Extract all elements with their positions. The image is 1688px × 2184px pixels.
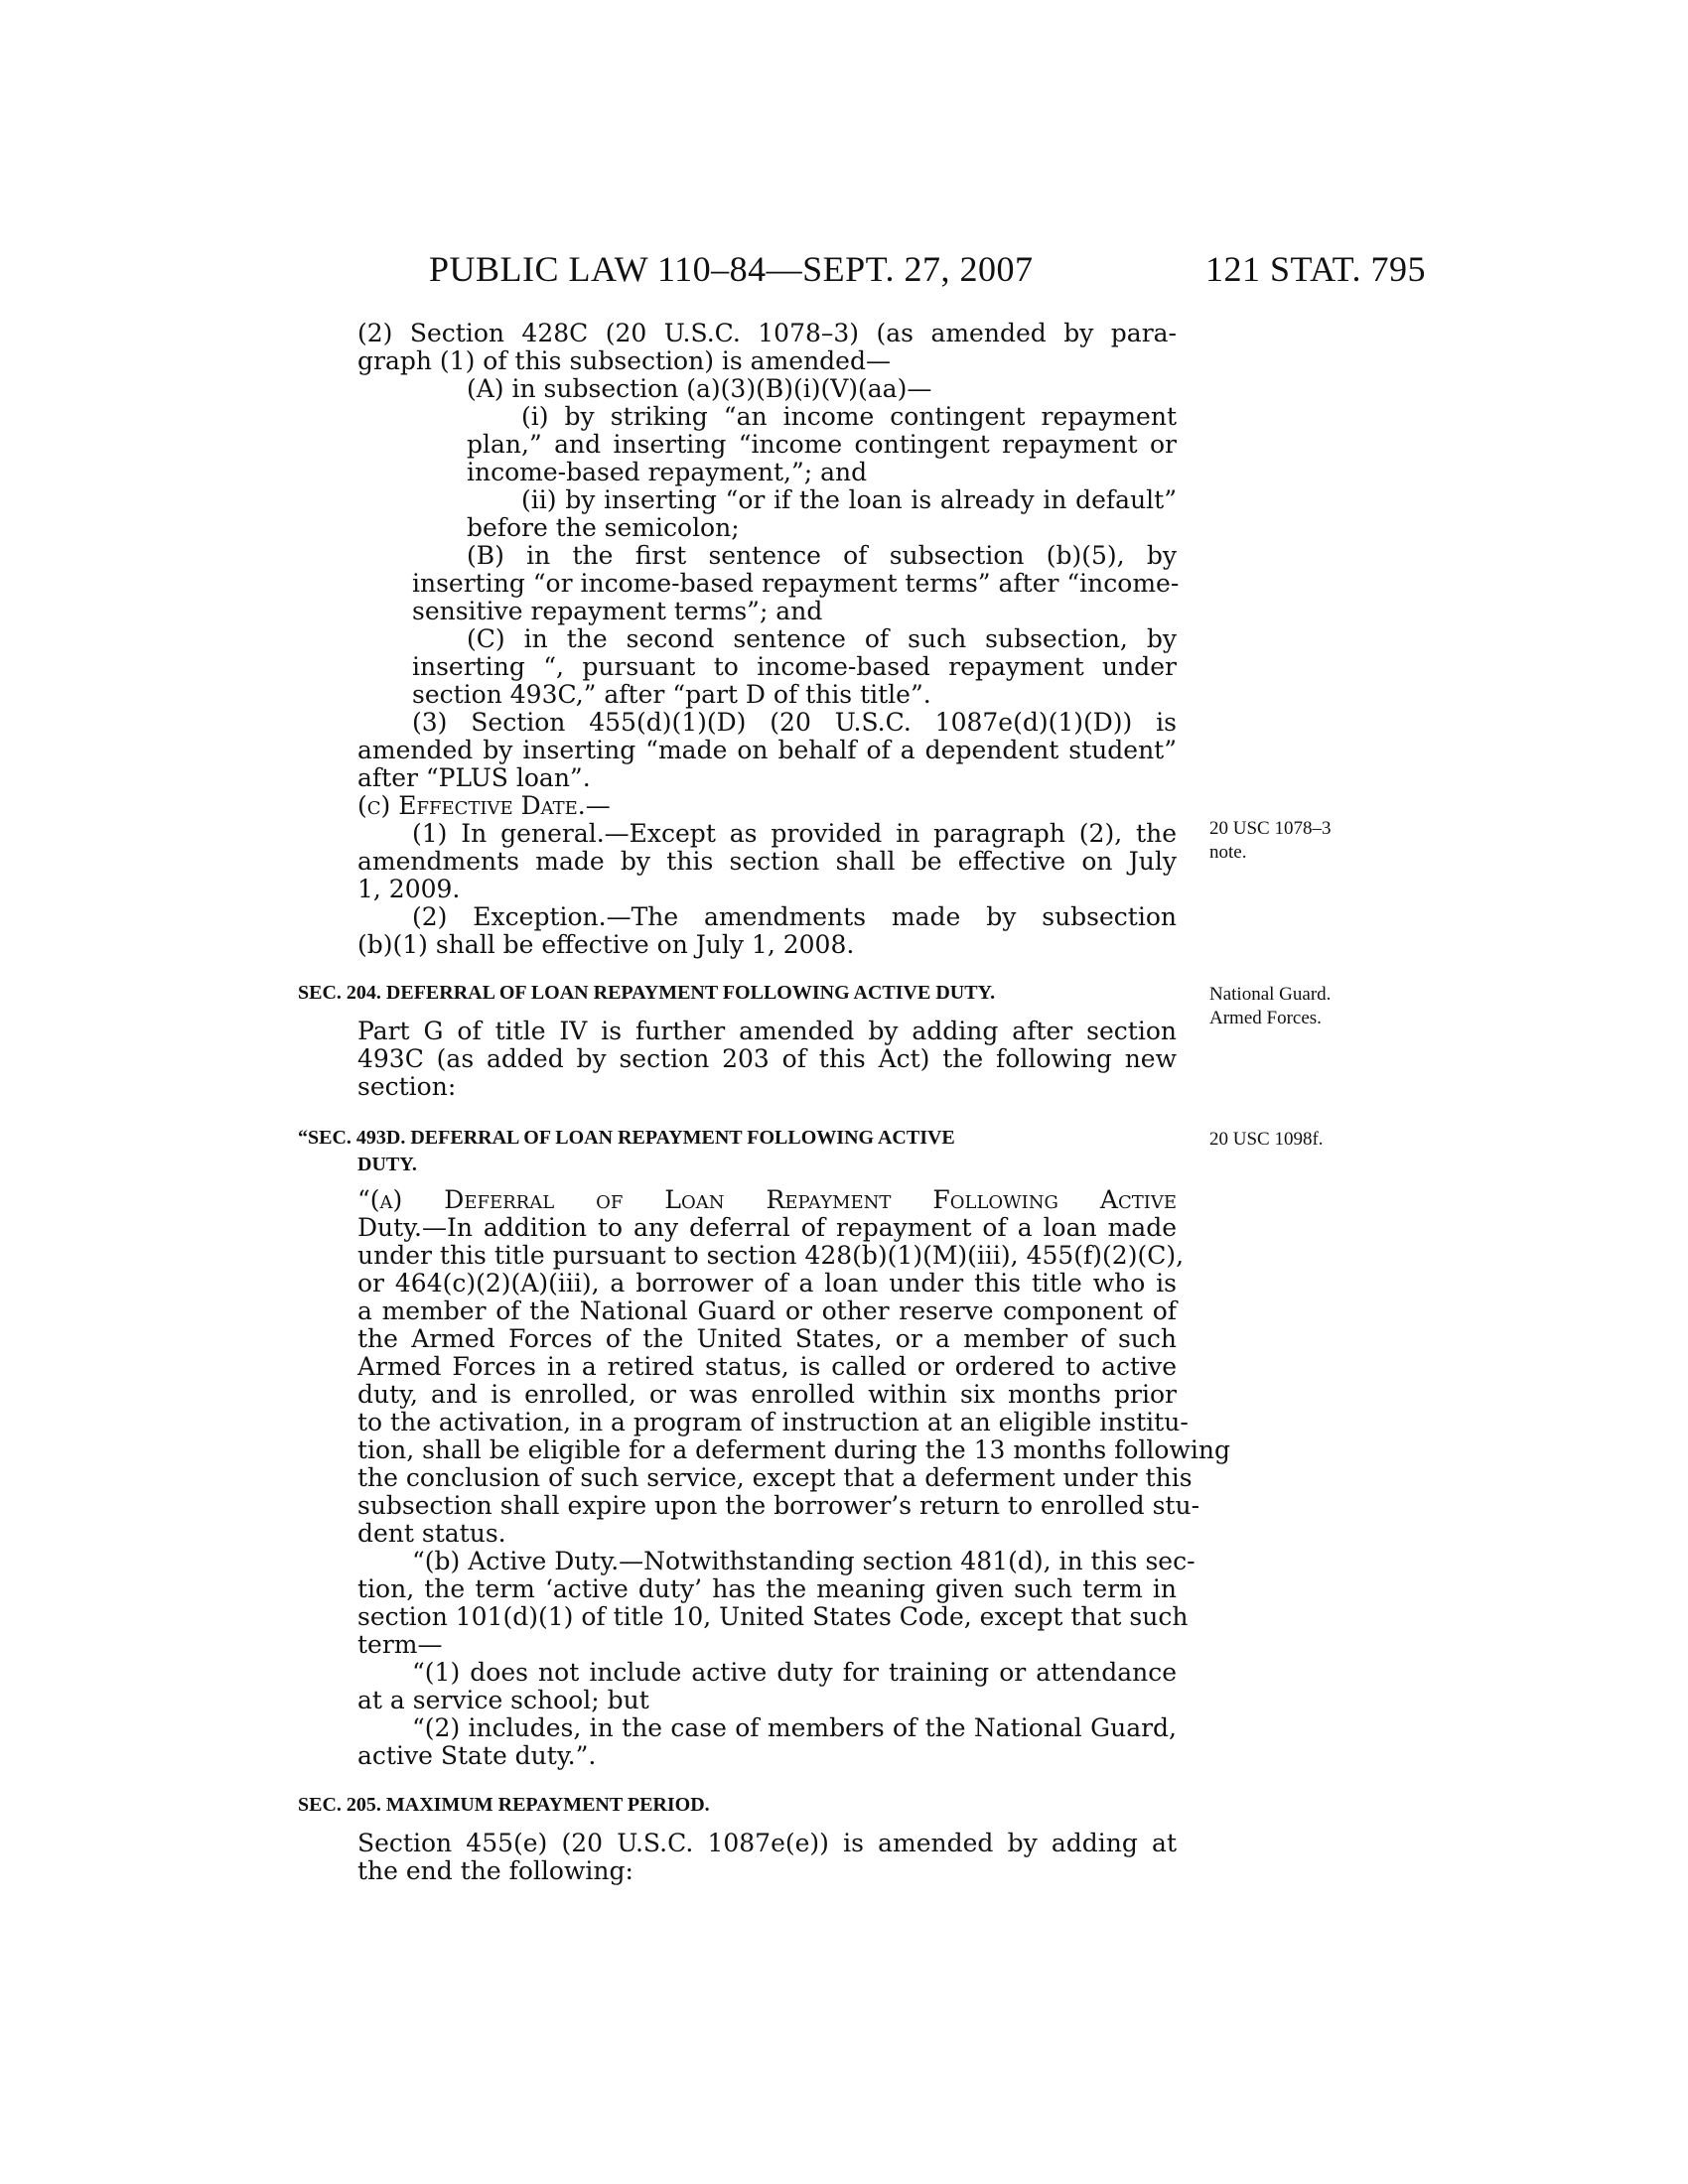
text-line: Section 455(e) (20 U.S.C. 1087e(e)) is amended by adding at [357, 1829, 1177, 1857]
text-line: “(2) includes, in the case of members of the National Guard, [412, 1713, 1177, 1742]
text-line: (C) in the second sentence of such subsection, by [467, 624, 1177, 653]
running-header-title: PUBLIC LAW 110–84—SEPT. 27, 2007 [429, 249, 1034, 289]
text-line: under this title pursuant to section 428(b)(1)(M)(iii), 455(f)(2)(C), [357, 1241, 1185, 1270]
text-line: the Armed Forces of the United States, or a member of such [357, 1324, 1177, 1353]
text-line: active State duty.”. [357, 1741, 597, 1770]
section-heading-205: SEC. 205. MAXIMUM REPAYMENT PERIOD. [298, 1794, 710, 1816]
text-line: to the activation, in a program of instruction at an eligible institu- [357, 1408, 1189, 1436]
text-line: (ii) by inserting “or if the loan is already in default” [521, 485, 1177, 514]
section-493d-body [357, 1185, 1230, 1770]
amendment-block [357, 319, 1180, 959]
text-line: plan,” and inserting “income contingent repayment or [467, 430, 1177, 459]
text-line: the end the following: [357, 1856, 633, 1885]
text-line: graph (1) of this subsection) is amended— [357, 346, 891, 375]
text-line: at a service school; but [357, 1686, 649, 1714]
text-line: after “PLUS loan”. [357, 763, 591, 792]
text-line: (B) in the first sentence of subsection (b)(5), by [467, 541, 1177, 570]
section-204-body [357, 1018, 1177, 1101]
text-line: (2) Section 428C (20 U.S.C. 1078–3) (as amended by para- [357, 319, 1177, 347]
text-line: section 101(d)(1) of title 10, United States Code, except that such [357, 1602, 1189, 1631]
text-line: (1) In general.—Except as provided in paragraph (2), the [412, 819, 1177, 848]
margin-note-citation: 20 USC 1078–3 [1209, 818, 1332, 839]
text-line: the conclusion of such service, except that a deferment under this [357, 1463, 1193, 1492]
text-line: a member of the National Guard or other reserve component of [357, 1297, 1177, 1325]
text-line: income-based repayment,”; and [467, 458, 868, 486]
text-line: inserting “or income-based repayment terms” after “income- [412, 569, 1180, 598]
margin-note-citation: 20 USC 1098f. [1209, 1129, 1324, 1150]
text-line: sensitive repayment terms”; and [412, 597, 823, 625]
text-line: tion, the term ‘active duty’ has the meaning given such term in [357, 1574, 1177, 1603]
text-line: “(1) does not include active duty for training or attendance [412, 1658, 1177, 1687]
margin-note-topic: National Guard. [1209, 984, 1332, 1005]
text-line: duty, and is enrolled, or was enrolled within six months prior [357, 1380, 1177, 1409]
text-line: inserting “, pursuant to income-based repayment under [412, 652, 1177, 681]
text-line: (A) in subsection (a)(3)(B)(i)(V)(aa)— [467, 374, 932, 403]
section-heading-493d: “SEC. 493D. DEFERRAL OF LOAN REPAYMENT FOLLOWING ACTIVE [298, 1127, 955, 1149]
page-number: 121 STAT. 795 [1205, 249, 1426, 289]
text-line: section 493C,” after “part D of this title”. [412, 680, 931, 709]
section-heading-493d-cont: DUTY. [357, 1154, 417, 1175]
text-line: (b)(1) shall be effective on July 1, 2008. [357, 930, 855, 959]
text-line: dent status. [357, 1519, 506, 1548]
margin-note-citation: note. [1209, 842, 1247, 863]
text-line: or 464(c)(2)(A)(iii), a borrower of a loan under this title who is [357, 1269, 1177, 1297]
text-line: tion, shall be eligible for a deferment during the 13 months following [357, 1435, 1230, 1464]
text-line: section: [357, 1072, 457, 1101]
text-line: 1, 2009. [357, 875, 461, 903]
margin-note-topic: Armed Forces. [1209, 1008, 1322, 1028]
text-line: Armed Forces in a retired status, is called or ordered to active [357, 1352, 1177, 1381]
section-205-body [357, 1830, 1177, 1885]
text-line: Part G of title IV is further amended by adding after section [357, 1017, 1177, 1045]
text-line: (2) Exception.—The amendments made by subsection [412, 902, 1177, 931]
text-line: before the semicolon; [467, 513, 740, 542]
section-heading-204: SEC. 204. DEFERRAL OF LOAN REPAYMENT FOLLOWING ACTIVE DUTY. [298, 982, 996, 1004]
text-line: amended by inserting “made on behalf of a dependent student” [357, 736, 1177, 764]
text-line: “(b) Active Duty.—Notwithstanding section 481(d), in this sec- [412, 1547, 1196, 1575]
text-line: amendments made by this section shall be effective on July [357, 847, 1177, 876]
text-line: (i) by striking “an income contingent repayment [521, 402, 1177, 431]
text-line: term— [357, 1630, 443, 1659]
text-line: (3) Section 455(d)(1)(D) (20 U.S.C. 1087e(d)(1)(D)) is [412, 708, 1177, 737]
subsection-heading: (c) Effective Date.— [357, 791, 611, 820]
subsection-heading: “(a) Deferral of Loan Repayment Following Active [357, 1185, 1177, 1214]
text-line: Duty.—In addition to any deferral of repayment of a loan made [357, 1213, 1177, 1242]
text-line: subsection shall expire upon the borrower’s return to enrolled stu- [357, 1491, 1200, 1520]
text-line: 493C (as added by section 203 of this Act) the following new [357, 1044, 1177, 1073]
